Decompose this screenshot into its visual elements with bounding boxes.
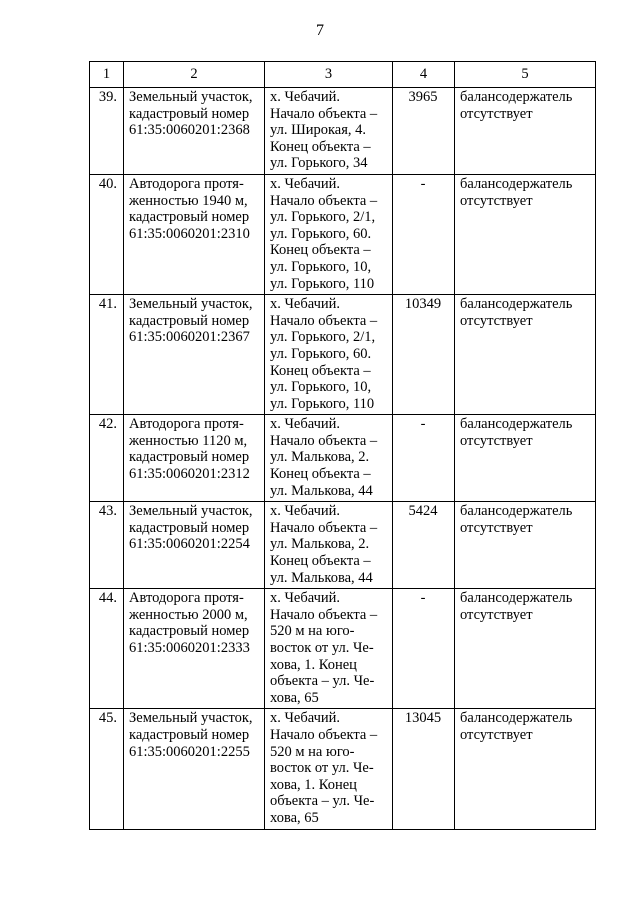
- object-description: Земельный участок, кадастровый номер 61:35:0060201:2255: [124, 709, 265, 829]
- object-area: -: [393, 415, 455, 502]
- object-description: Автодорога протя- женностью 2000 м, кадастровый номер 61:35:0060201:2333: [124, 589, 265, 709]
- registry-table: [89, 61, 596, 830]
- object-area: 13045: [393, 709, 455, 829]
- column-header-1: 1: [90, 62, 124, 88]
- balance-holder: балансодержатель отсутствует: [455, 174, 596, 294]
- object-area: -: [393, 589, 455, 709]
- object-location: х. Чебачий. Начало объекта – 520 м на юго- восток от ул. Че- хова, 1. Конец объекта – ул. Че- хова, 65: [265, 709, 393, 829]
- object-location: х. Чебачий. Начало объекта – ул. Горького, 2/1, ул. Горького, 60. Конец объекта – ул. Горького, 10, ул. Горького, 110: [265, 295, 393, 415]
- object-description: Земельный участок, кадастровый номер 61:35:0060201:2368: [124, 88, 265, 175]
- row-number: 42.: [90, 415, 124, 502]
- table-header-row: [90, 62, 596, 88]
- column-header-3: 3: [265, 62, 393, 88]
- object-description: Земельный участок, кадастровый номер 61:35:0060201:2254: [124, 502, 265, 589]
- balance-holder: балансодержатель отсутствует: [455, 88, 596, 175]
- table-row: [90, 502, 596, 589]
- object-location: х. Чебачий. Начало объекта – ул. Малькова, 2. Конец объекта – ул. Малькова, 44: [265, 415, 393, 502]
- balance-holder: балансодержатель отсутствует: [455, 295, 596, 415]
- row-number: 45.: [90, 709, 124, 829]
- table-row: [90, 295, 596, 415]
- column-header-2: 2: [124, 62, 265, 88]
- table-row: [90, 88, 596, 175]
- row-number: 43.: [90, 502, 124, 589]
- object-location: х. Чебачий. Начало объекта – 520 м на юго- восток от ул. Че- хова, 1. Конец объекта – ул. Че- хова, 65: [265, 589, 393, 709]
- table-row: [90, 415, 596, 502]
- balance-holder: балансодержатель отсутствует: [455, 415, 596, 502]
- object-area: -: [393, 174, 455, 294]
- object-location: х. Чебачий. Начало объекта – ул. Горького, 2/1, ул. Горького, 60. Конец объекта – ул. Горького, 10, ул. Горького, 110: [265, 174, 393, 294]
- balance-holder: балансодержатель отсутствует: [455, 709, 596, 829]
- object-location: х. Чебачий. Начало объекта – ул. Широкая, 4. Конец объекта – ул. Горького, 34: [265, 88, 393, 175]
- object-area: 5424: [393, 502, 455, 589]
- table-row: [90, 709, 596, 829]
- column-header-5: 5: [455, 62, 596, 88]
- object-description: Автодорога протя- женностью 1120 м, кадастровый номер 61:35:0060201:2312: [124, 415, 265, 502]
- table-row: [90, 589, 596, 709]
- balance-holder: балансодержатель отсутствует: [455, 502, 596, 589]
- object-description: Земельный участок, кадастровый номер 61:35:0060201:2367: [124, 295, 265, 415]
- object-area: 3965: [393, 88, 455, 175]
- balance-holder: балансодержатель отсутствует: [455, 589, 596, 709]
- column-header-4: 4: [393, 62, 455, 88]
- row-number: 44.: [90, 589, 124, 709]
- object-location: х. Чебачий. Начало объекта – ул. Малькова, 2. Конец объекта – ул. Малькова, 44: [265, 502, 393, 589]
- row-number: 39.: [90, 88, 124, 175]
- object-description: Автодорога протя- женностью 1940 м, кадастровый номер 61:35:0060201:2310: [124, 174, 265, 294]
- table-row: [90, 174, 596, 294]
- row-number: 41.: [90, 295, 124, 415]
- object-area: 10349: [393, 295, 455, 415]
- row-number: 40.: [90, 174, 124, 294]
- page-number: 7: [316, 22, 324, 39]
